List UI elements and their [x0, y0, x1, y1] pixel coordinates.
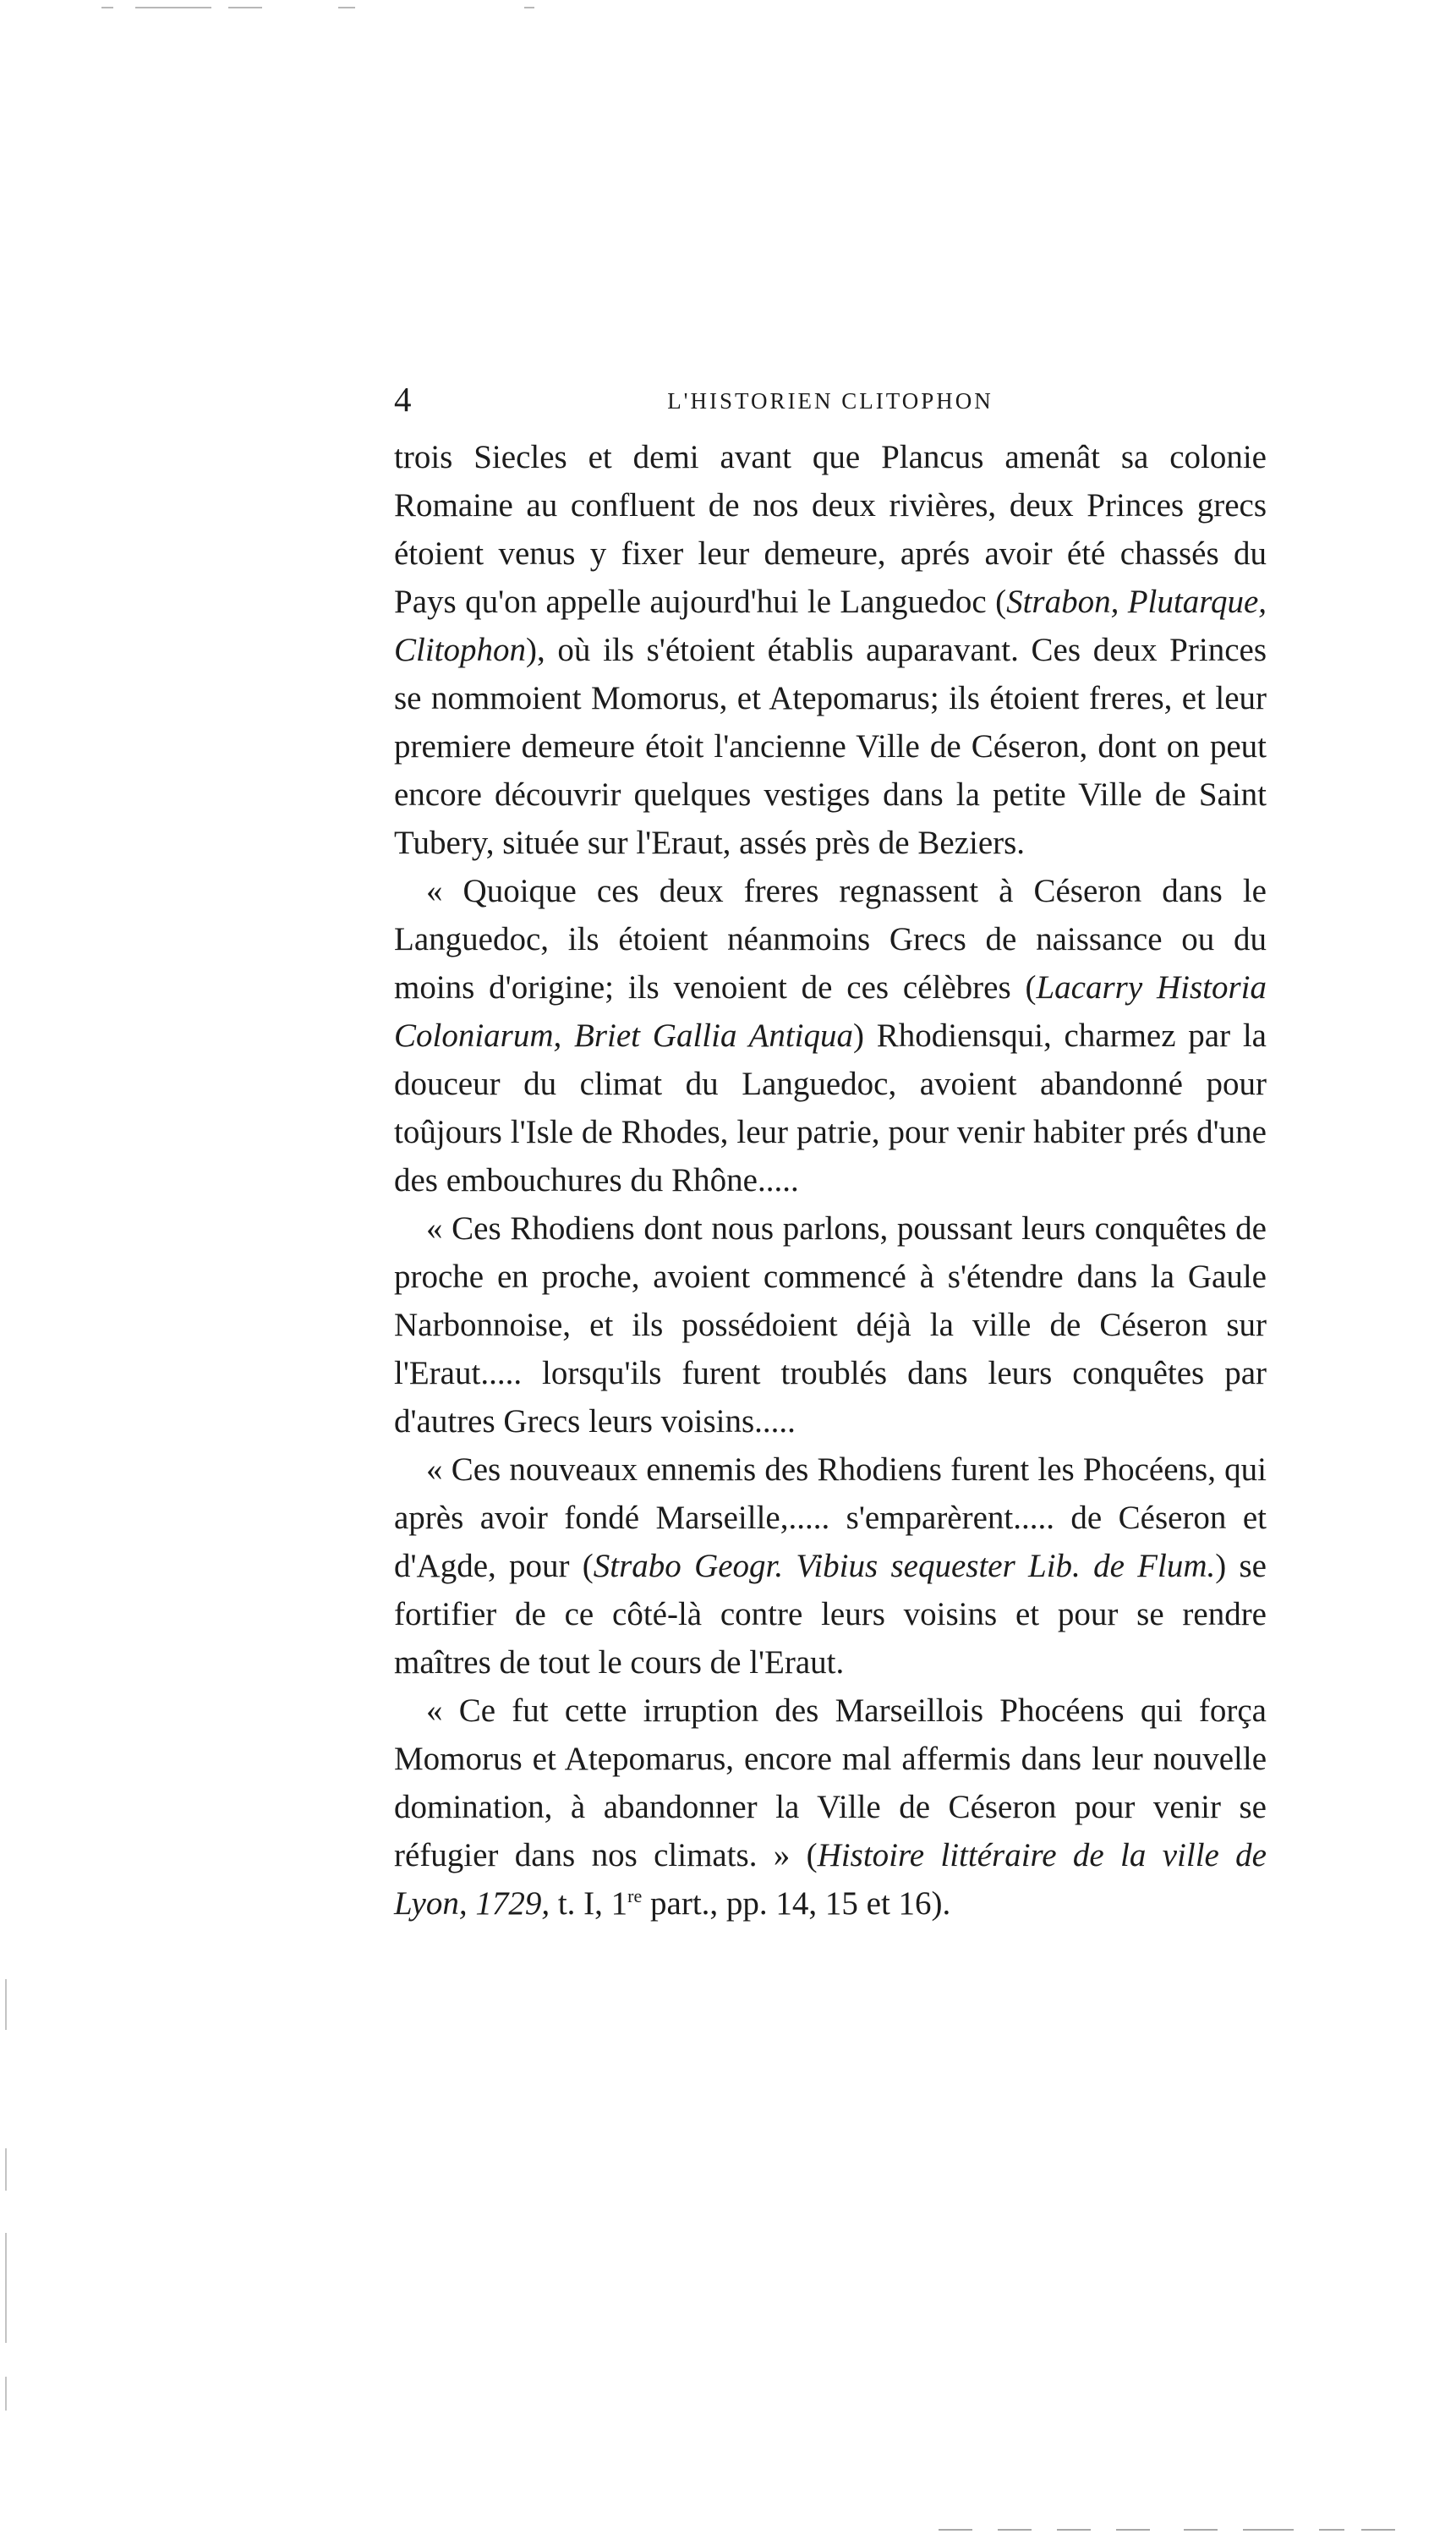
scan-artifact-left: [5, 1979, 8, 2487]
paragraph: « Quoique ces deux freres regnassent à Céseron dans le Languedoc, ils étoient néanmoins Grecs de naissance ou du moins d'origine; ils venoient de ces célèbres (Lacarry Historia Coloniarum, Briet Gallia Antiqua) Rhodiensqui, charmez par la douceur du climat du Languedoc, avoient abandonné pour toûjours l'Isle de Rhodes, leur patrie, pour venir habiter prés d'une des embouchures du Rhône.....: [394, 873, 1267, 1198]
paragraph: trois Siecles et demi avant que Plancus amenât sa colonie Romaine au confluent de nos deux rivières, deux Princes grecs étoient venus y fixer leur demeure, aprés avoir été chassés du Pays qu'on appelle aujourd'hui le Languedoc (Strabon, Plutarque, Clitophon), où ils s'étoient établis auparavant. Ces deux Princes se nommoient Momorus, et Atepomarus; ils étoient freres, et leur premiere demeure étoit l'ancienne Ville de Céseron, dont on peut encore découvrir quelques vestiges dans la petite Ville de Saint Tubery, située sur l'Eraut, assés près de Beziers.: [394, 439, 1267, 861]
scan-artifact-bottom: [939, 2529, 1412, 2531]
page-number: 4: [394, 380, 412, 419]
scan-artifact-top: [101, 7, 541, 8]
running-title: L'HISTORIEN CLITOPHON: [667, 388, 993, 414]
body-text: [394, 433, 1267, 1928]
paragraph: « Ce fut cette irruption des Marseillois Phocéens qui força Momorus et Atepomarus, encore mal affermis dans leur nouvelle domination, à abandonner la Ville de Céseron pour venir se réfugier dans nos climats. » (Histoire littéraire de la ville de Lyon, 1729, t. I, 1re part., pp. 14, 15 et 16).: [394, 1692, 1267, 1922]
running-head: [394, 374, 1267, 425]
paragraph: « Ces Rhodiens dont nous parlons, poussant leurs conquêtes de proche en proche, avoient commencé à s'étendre dans la Gaule Narbonnoise, et ils possédoient déjà la ville de Céseron sur l'Eraut..... lorsqu'ils furent troublés dans leurs conquêtes par d'autres Grecs leurs voisins.....: [394, 1210, 1267, 1440]
paragraph: « Ces nouveaux ennemis des Rhodiens furent les Phocéens, qui après avoir fondé Marseille,..... s'emparèrent..... de Céseron et d'Agde, pour (Strabo Geogr. Vibius sequester Lib. de Flum.) se fortifier de ce côté-là contre leurs voisins et pour se rendre maîtres de tout le cours de l'Eraut.: [394, 1451, 1267, 1681]
